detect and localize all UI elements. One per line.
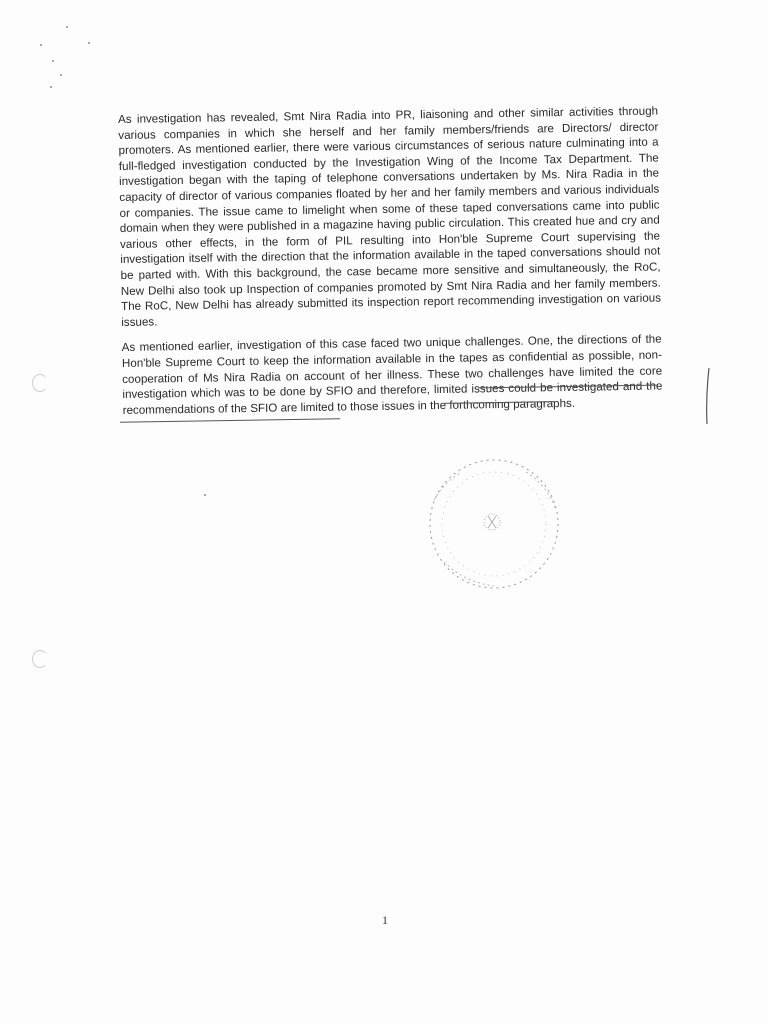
scan-speck [40,44,42,46]
document-body [118,104,663,429]
scan-speck [88,42,90,44]
official-stamp [414,452,570,592]
scan-speck [50,86,52,88]
scan-speck [204,494,206,496]
page-number: 1 [382,913,388,927]
scan-speck [60,74,62,76]
scan-speck [52,60,54,62]
punch-hole [32,374,48,392]
scan-speck [66,26,68,28]
punch-hole [32,650,48,668]
paragraph-1: As investigation has revealed, Smt Nira Radia into PR, liaisoning and other similar activities through various companies in which she herself and her family members/friends are Directors/ director promoters. As mentioned earlier, there were various circumstances of serious nature culminating into a full-fledged investigation conducted by the Investigation Wing of the Income Tax Department. The investigation began with the taping of telephone conversations undertaken by Ms. Nira Radia in the capacity of director of various companies floated by her and her family members and various individuals or companies. The issue came to limelight when some of these taped conversations came into public domain when they were published in a magazine having public circulation. This created hue and cry and various other effects, in the form of PIL resulting into Hon'ble Supreme Court supervising the investigation itself with the direction that the information available in the taped conversations should not be parted with. With this background, the case became more sensitive and simultaneously, the RoC, New Delhi also took up Inspection of companies promoted by Smt Nira Radia and her family members. The RoC, New Delhi has already submitted its inspection report recommending investigation on various issues. [118,104,662,329]
margin-pen-mark [703,366,711,426]
paragraph-2: As mentioned earlier, investigation of this case faced two unique challenges. One, the directions of the Hon'ble Supreme Court to keep the information available in the tapes as confidential as possible, non-cooperation of Ms Nira Radia on account of her illness. These two challenges have limited the core investigation which was to be done by SFIO and therefore, limited issues could be investigated and the recommendations of the SFIO are limited to those issues in the forthcoming paragraphs. [121,332,663,417]
